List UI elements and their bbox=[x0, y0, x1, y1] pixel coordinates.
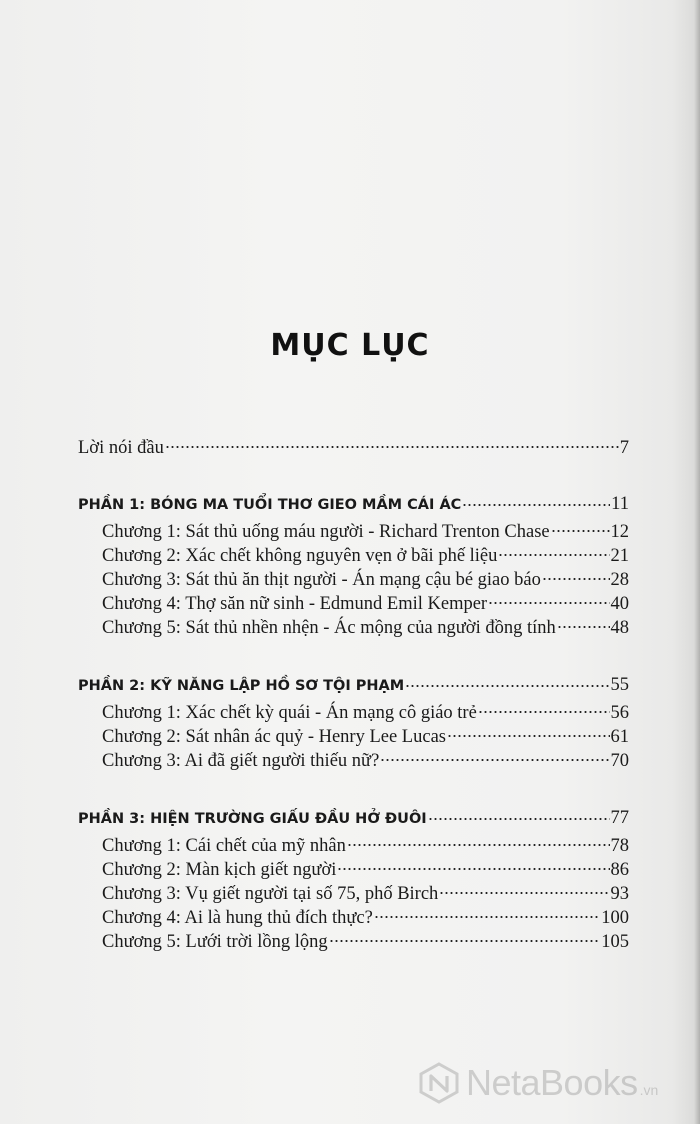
toc-entry-label: Lời nói đầu bbox=[78, 437, 164, 458]
toc-page-number: 55 bbox=[610, 675, 629, 695]
toc-page-number: 11 bbox=[611, 494, 629, 514]
toc-chapter[interactable] bbox=[78, 904, 629, 928]
toc-chapter-label: Chương 1: Xác chết kỳ quái - Án mạng cô giáo trẻ bbox=[102, 702, 477, 723]
toc-part-label: PHẦN 1: BÓNG MA TUỔI THƠ GIEO MẦM CÁI ÁC bbox=[78, 497, 462, 513]
dot-leader bbox=[542, 566, 610, 585]
toc-chapter-label: Chương 3: Vụ giết người tại số 75, phố Birch bbox=[102, 883, 439, 904]
toc-chapter[interactable] bbox=[78, 928, 629, 952]
toc-chapter[interactable] bbox=[78, 566, 629, 590]
toc-chapter-label: Chương 2: Xác chết không nguyên vẹn ở bãi phế liệu bbox=[102, 545, 498, 566]
dot-leader bbox=[374, 904, 600, 923]
toc-page-number: 21 bbox=[610, 545, 629, 566]
toc-chapter-label: Chương 1: Cái chết của mỹ nhân bbox=[102, 835, 346, 856]
toc-page-number: 12 bbox=[610, 521, 629, 542]
watermark-brand: NetaBooks bbox=[466, 1062, 638, 1103]
toc-part-1[interactable] bbox=[78, 494, 629, 518]
toc-chapter-label: Chương 3: Ai đã giết người thiếu nữ? bbox=[102, 750, 380, 771]
toc-page-number: 105 bbox=[601, 931, 629, 952]
toc-chapter-label: Chương 2: Màn kịch giết người bbox=[102, 859, 337, 880]
toc-page-number: 100 bbox=[601, 907, 629, 928]
dot-leader bbox=[557, 614, 610, 633]
toc-page-number: 86 bbox=[610, 859, 629, 880]
dot-leader bbox=[347, 832, 610, 851]
toc-page-number: 7 bbox=[619, 437, 629, 458]
dot-leader bbox=[462, 495, 610, 510]
toc-page-number: 40 bbox=[610, 593, 629, 614]
toc-chapter[interactable] bbox=[78, 856, 629, 880]
toc-chapter-label: Chương 5: Sát thủ nhền nhện - Ác mộng của người đồng tính bbox=[102, 617, 556, 638]
toc-chapter-label: Chương 4: Ai là hung thủ đích thực? bbox=[102, 907, 373, 928]
toc-chapter[interactable] bbox=[78, 590, 629, 614]
toc-chapter[interactable] bbox=[78, 747, 629, 771]
dot-leader bbox=[428, 809, 610, 824]
toc-page-number: 61 bbox=[610, 726, 629, 747]
toc-part-3[interactable] bbox=[78, 808, 629, 832]
toc-part-label: PHẦN 2: KỸ NĂNG LẬP HỒ SƠ TỘI PHẠM bbox=[78, 678, 405, 694]
toc-chapter[interactable] bbox=[78, 699, 629, 723]
toc-part-2[interactable] bbox=[78, 675, 629, 699]
dot-leader bbox=[405, 676, 609, 691]
table-of-contents bbox=[78, 434, 629, 952]
toc-page-number: 48 bbox=[610, 617, 629, 638]
netabooks-logo-icon bbox=[418, 1062, 460, 1104]
toc-part-label: PHẦN 3: HIỆN TRƯỜNG GIẤU ĐẦU HỞ ĐUÔI bbox=[78, 811, 427, 827]
toc-chapter[interactable] bbox=[78, 518, 629, 542]
page-title: MỤC LỤC bbox=[270, 328, 430, 363]
toc-chapter[interactable] bbox=[78, 723, 629, 747]
dot-leader bbox=[498, 542, 609, 561]
dot-leader bbox=[478, 699, 610, 718]
toc-entry-intro[interactable] bbox=[78, 434, 629, 458]
dot-leader bbox=[439, 880, 609, 899]
dot-leader bbox=[165, 434, 619, 453]
toc-chapter-label: Chương 4: Thợ săn nữ sinh - Edmund Emil Kemper bbox=[102, 593, 488, 614]
toc-chapter[interactable] bbox=[78, 542, 629, 566]
toc-chapter-label: Chương 1: Sát thủ uống máu người - Richard Trenton Chase bbox=[102, 521, 550, 542]
toc-chapter[interactable] bbox=[78, 614, 629, 638]
dot-leader bbox=[337, 856, 609, 875]
toc-chapter[interactable] bbox=[78, 880, 629, 904]
dot-leader bbox=[380, 747, 609, 766]
toc-chapter-label: Chương 5: Lưới trời lồng lộng bbox=[102, 931, 328, 952]
toc-chapter-label: Chương 3: Sát thủ ăn thịt người - Án mạng cậu bé giao báo bbox=[102, 569, 541, 590]
watermark-tld: .vn bbox=[639, 1082, 659, 1098]
watermark bbox=[418, 1062, 658, 1104]
dot-leader bbox=[329, 928, 601, 947]
toc-page-number: 93 bbox=[610, 883, 629, 904]
toc-page-number: 77 bbox=[610, 808, 629, 828]
page-edge-shadow bbox=[694, 0, 700, 1124]
toc-chapter[interactable] bbox=[78, 832, 629, 856]
dot-leader bbox=[488, 590, 609, 609]
dot-leader bbox=[447, 723, 610, 742]
toc-page-number: 28 bbox=[610, 569, 629, 590]
toc-page-number: 56 bbox=[610, 702, 629, 723]
toc-page-number: 70 bbox=[610, 750, 629, 771]
toc-page-number: 78 bbox=[610, 835, 629, 856]
toc-chapter-label: Chương 2: Sát nhân ác quỷ - Henry Lee Lucas bbox=[102, 726, 446, 747]
dot-leader bbox=[551, 518, 610, 537]
